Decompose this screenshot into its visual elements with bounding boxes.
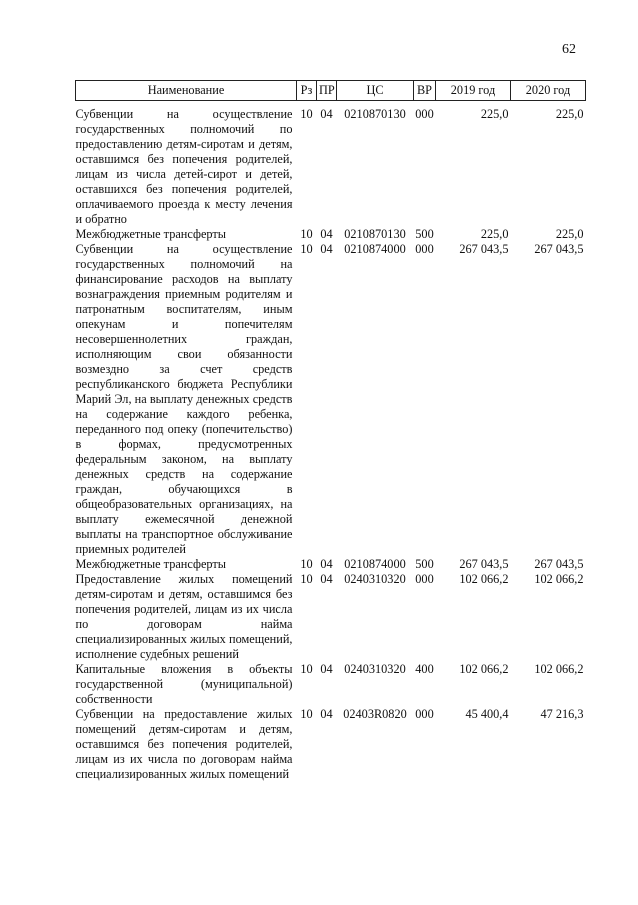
row-vr: 400 xyxy=(415,662,434,676)
table-row xyxy=(76,557,586,572)
header-cs: ЦС xyxy=(337,81,414,101)
table-row xyxy=(76,662,586,707)
row-2019: 225,0 xyxy=(480,107,509,121)
row-cs: 0210870130 xyxy=(344,107,406,121)
row-name: Капитальные вложения в объекты государственной (муниципальной) собственности xyxy=(75,662,293,706)
row-vr: 000 xyxy=(415,107,434,121)
row-2019: 267 043,5 xyxy=(459,557,509,571)
row-2020: 267 043,5 xyxy=(534,242,584,256)
row-name: Субвенции на осуществление государственных полномочий на финансирование расходов на выплату вознаграждения приемным родителям и патронатным воспитателям, иным опекунам и попечителям несовершеннолетних граждан, исполняющим свои обязанности возмездно за счет средств республиканского бюджета Республики Марий Эл, на выплату денежных средств на содержание каждого ребенка, переданного под опеку (попечительство) в формах, предусмотренных федеральным законом, на выплату денежных средств на содержание граждан, обучающихся в общеобразовательных организациях, на выплату ежемесячной денежной выплаты на транспортное обслуживание приемных родителей xyxy=(75,242,293,556)
header-name: Наименование xyxy=(76,81,297,101)
row-2019: 102 066,2 xyxy=(459,662,509,676)
table-row xyxy=(76,107,586,227)
row-vr: 000 xyxy=(415,242,434,256)
row-name: Предоставление жилых помещений детям-сиротам и детям, оставшимся без попечения родителей, лицам из их числа по договорам найма специализированных жилых помещений, исполнение судебных решений xyxy=(75,572,293,661)
header-2019: 2019 год xyxy=(436,81,511,101)
row-cs: 02403R0820 xyxy=(343,707,407,721)
row-pr: 04 xyxy=(320,242,333,256)
header-rz: Рз xyxy=(297,81,317,101)
header-2020: 2020 год xyxy=(511,81,586,101)
row-cs: 0210870130 xyxy=(344,227,406,241)
row-name: Межбюджетные трансферты xyxy=(75,227,227,241)
row-rz: 10 xyxy=(300,242,313,256)
budget-table xyxy=(75,80,586,782)
row-pr: 04 xyxy=(320,107,333,121)
row-cs: 0210874000 xyxy=(344,557,406,571)
row-2020: 225,0 xyxy=(555,227,584,241)
page-number: 62 xyxy=(562,42,576,57)
row-name: Субвенции на предоставление жилых помещений детям-сиротам и детям, оставшимся без попечения родителей, лицам из их числа по договорам найма специализированных жилых помещений xyxy=(75,707,293,781)
header-vr: ВР xyxy=(414,81,436,101)
row-name: Межбюджетные трансферты xyxy=(75,557,227,571)
row-pr: 04 xyxy=(320,662,333,676)
row-2020: 267 043,5 xyxy=(534,557,584,571)
row-rz: 10 xyxy=(300,707,313,721)
row-name: Субвенции на осуществление государственных полномочий по предоставлению детям-сиротам и детям, оставшимся без попечения родителей, лицам из числа детей-сирот и детей, оставшихся без попечения родителей, оплачиваемого проезда к месту лечения и обратно xyxy=(75,107,293,226)
row-vr: 500 xyxy=(415,227,434,241)
row-2020: 102 066,2 xyxy=(534,662,584,676)
row-pr: 04 xyxy=(320,572,333,586)
table-row xyxy=(76,572,586,662)
row-2019: 45 400,4 xyxy=(465,707,509,721)
row-cs: 0240310320 xyxy=(344,662,406,676)
row-pr: 04 xyxy=(320,227,333,241)
row-2020: 47 216,3 xyxy=(540,707,584,721)
row-cs: 0210874000 xyxy=(344,242,406,256)
row-pr: 04 xyxy=(320,557,333,571)
row-rz: 10 xyxy=(300,557,313,571)
row-rz: 10 xyxy=(300,107,313,121)
row-2019: 225,0 xyxy=(480,227,509,241)
row-vr: 000 xyxy=(415,572,434,586)
row-2020: 102 066,2 xyxy=(534,572,584,586)
header-pr: ПР xyxy=(317,81,337,101)
row-cs: 0240310320 xyxy=(344,572,406,586)
row-rz: 10 xyxy=(300,662,313,676)
table-row xyxy=(76,242,586,557)
row-rz: 10 xyxy=(300,227,313,241)
table-row xyxy=(76,707,586,782)
row-2019: 102 066,2 xyxy=(459,572,509,586)
row-pr: 04 xyxy=(320,707,333,721)
row-2020: 225,0 xyxy=(555,107,584,121)
table-header-row xyxy=(76,81,586,101)
row-vr: 000 xyxy=(415,707,434,721)
table-row xyxy=(76,227,586,242)
row-2019: 267 043,5 xyxy=(459,242,509,256)
row-rz: 10 xyxy=(300,572,313,586)
row-vr: 500 xyxy=(415,557,434,571)
